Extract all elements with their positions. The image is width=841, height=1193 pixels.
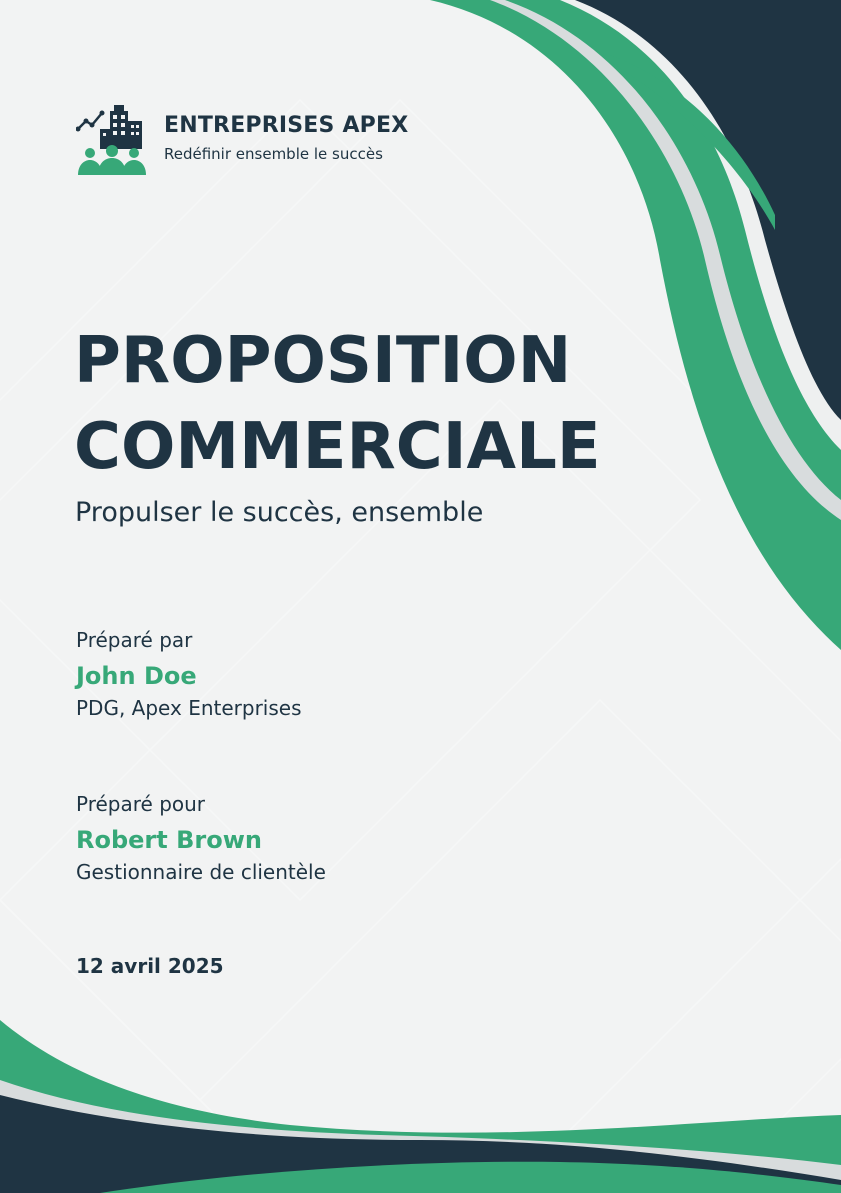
document-title-line-1: PROPOSITION <box>74 324 572 398</box>
document-title <box>74 318 601 490</box>
company-name: ENTREPRISES APEX <box>164 113 409 138</box>
company-logo <box>76 103 408 175</box>
prepared-by-name: John Doe <box>76 662 197 690</box>
document-date: 12 avril 2025 <box>76 954 224 978</box>
document-title-line-2: COMMERCIALE <box>74 410 601 484</box>
prepared-for-label: Préparé pour <box>76 792 206 816</box>
prepared-by-section <box>76 626 302 722</box>
city-growth-team-icon <box>76 103 148 175</box>
logo-text <box>164 112 408 164</box>
prepared-for-section <box>76 790 326 886</box>
prepared-for-name: Robert Brown <box>76 826 262 854</box>
document-subtitle: Propulser le succès, ensemble <box>75 497 484 528</box>
company-tagline: Redéfinir ensemble le succès <box>164 145 383 163</box>
prepared-by-label: Préparé par <box>76 628 193 652</box>
prepared-by-role: PDG, Apex Enterprises <box>76 696 302 720</box>
prepared-for-role: Gestionnaire de clientèle <box>76 860 326 884</box>
